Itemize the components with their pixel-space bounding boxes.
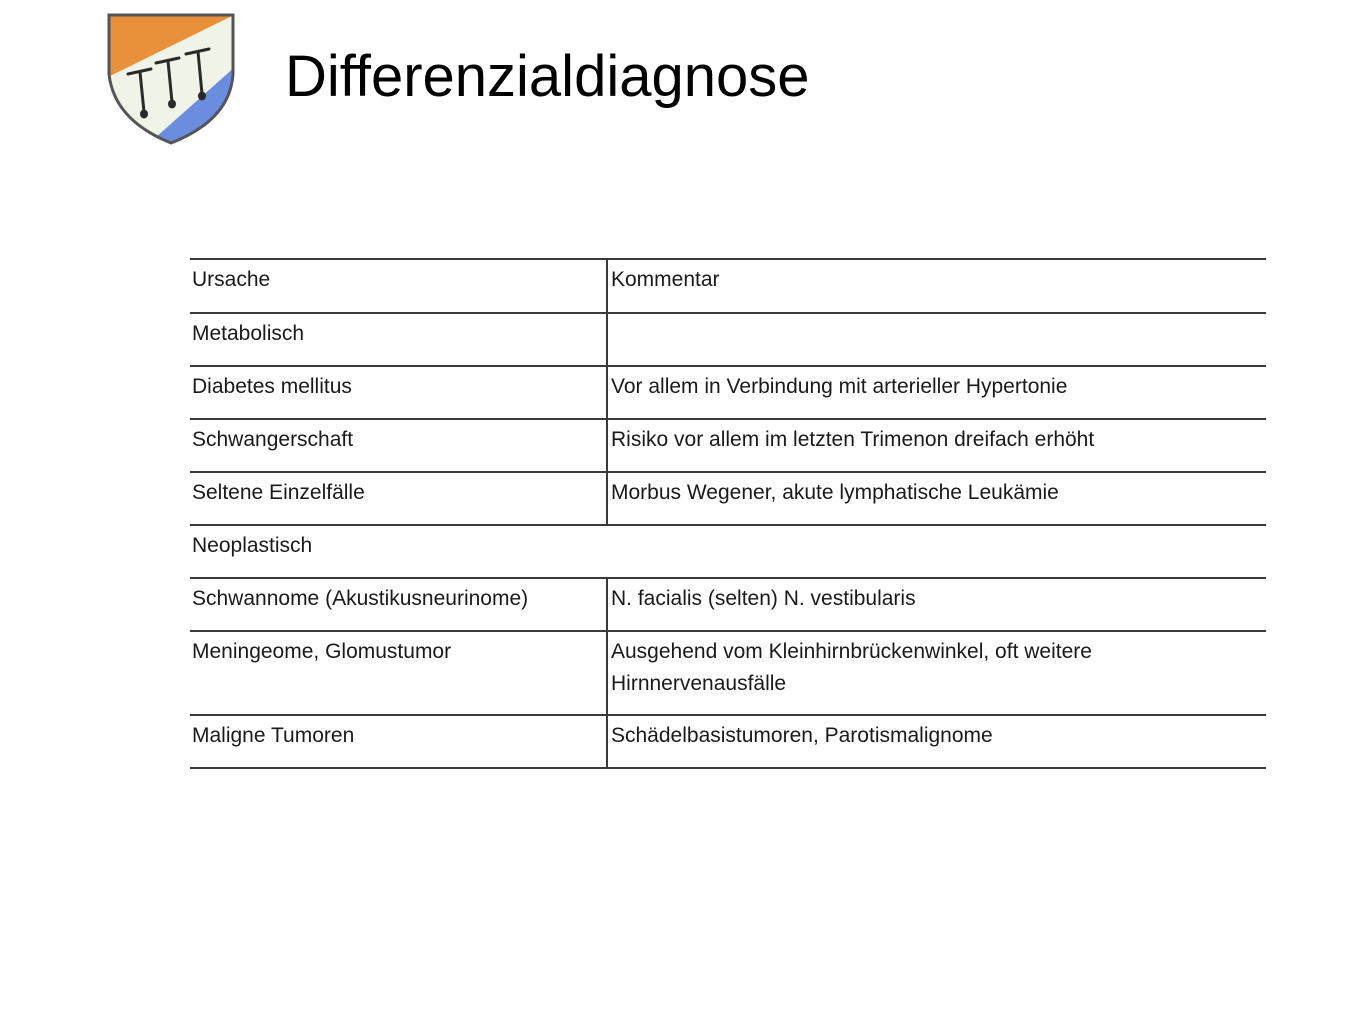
table-header-row xyxy=(190,259,1266,313)
comment-cell: N. facialis (selten) N. vestibularis xyxy=(607,578,1266,631)
cause-cell: Diabetes mellitus xyxy=(190,366,607,419)
table-row xyxy=(190,472,1266,525)
table-row xyxy=(190,715,1266,768)
table-row xyxy=(190,525,1266,578)
table-row xyxy=(190,366,1266,419)
comment-line: Hirnnervenausfälle xyxy=(611,672,787,695)
table-row xyxy=(190,313,1266,366)
comment-line: Ausgehend vom Kleinhirnbrückenwinkel, oft weitere xyxy=(611,640,1092,663)
comment-cell xyxy=(607,313,1266,366)
cause-cell: Schwangerschaft xyxy=(190,419,607,472)
comment-cell: Vor allem in Verbindung mit arterieller Hypertonie xyxy=(607,366,1266,419)
header-comment: Kommentar xyxy=(607,259,1266,313)
coat-of-arms-icon xyxy=(106,12,236,146)
section-label: Metabolisch xyxy=(190,313,607,366)
cause-cell: Schwannome (Akustikusneurinome) xyxy=(190,578,607,631)
cause-cell: Seltene Einzelfälle xyxy=(190,472,607,525)
cause-cell: Meningeome, Glomustumor xyxy=(190,631,607,715)
comment-cell: Schädelbasistumoren, Parotismalignome xyxy=(607,715,1266,768)
section-label: Neoplastisch xyxy=(190,525,1266,578)
comment-cell: Risiko vor allem im letzten Trimenon dreifach erhöht xyxy=(607,419,1266,472)
comment-cell: Morbus Wegener, akute lymphatische Leukämie xyxy=(607,472,1266,525)
comment-cell xyxy=(607,631,1266,715)
differential-diagnosis-table xyxy=(190,258,1266,769)
page-title: Differenzialdiagnose xyxy=(285,44,810,109)
header-cause: Ursache xyxy=(190,259,607,313)
table-row xyxy=(190,631,1266,715)
table-row xyxy=(190,578,1266,631)
cause-cell: Maligne Tumoren xyxy=(190,715,607,768)
table-row xyxy=(190,419,1266,472)
